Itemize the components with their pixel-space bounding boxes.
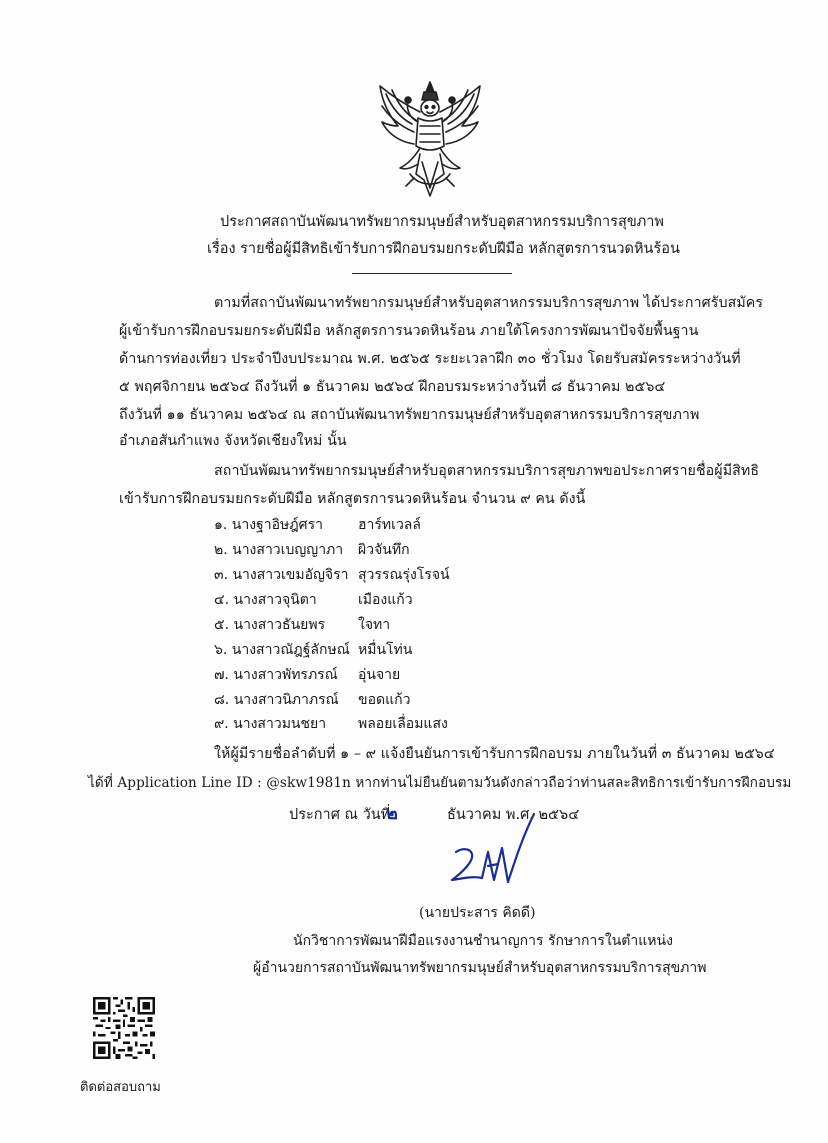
paragraph-line: ตามที่สถาบันพัฒนาทรัพยากรมนุษย์สำหรับอุตสาหกรรมบริการสุขภาพ ได้ประกาศรับสมัคร bbox=[214, 295, 764, 311]
paragraph-line: ให้ผู้มีรายชื่อลำดับที่ ๑ – ๙ แจ้งยืนยันการเข้ารับการฝึกอบรม ภายในวันที่ ๓ ธันวาคม ๒๕๖๔ bbox=[214, 746, 775, 762]
garuda-emblem-icon bbox=[370, 78, 490, 203]
announcement-date-suffix: ธันวาคม พ.ศ. ๒๕๖๔ bbox=[447, 807, 580, 823]
paragraph-line: อำเภอสันกำแพง จังหวัดเชียงใหม่ นั้น bbox=[119, 433, 347, 449]
list-item-given-name: ๓. นางสาวเขมอัญจิรา bbox=[214, 567, 349, 583]
announcement-subject: เรื่อง รายชื่อผู้มีสิทธิเข้ารับการฝึกอบรมยกระดับฝีมือ หลักสูตรการนวดหินร้อน bbox=[207, 241, 680, 257]
list-item-surname: ขอดแก้ว bbox=[358, 692, 411, 708]
list-item-surname: ผิวจันทึก bbox=[358, 542, 410, 558]
list-item-given-name: ๔. นางสาวจุนิตา bbox=[214, 592, 317, 608]
list-item-surname: เมืองแก้ว bbox=[358, 592, 413, 608]
announcement-title: ประกาศสถาบันพัฒนาทรัพยากรมนุษย์สำหรับอุตสาหกรรมบริการสุขภาพ bbox=[220, 214, 664, 230]
list-item-surname: อุ่นจาย bbox=[358, 667, 401, 683]
paragraph-line: ด้านการท่องเที่ยว ประจำปีงบประมาณ พ.ศ. ๒๕๖๕ ระยะเวลาฝึก ๓๐ ชั่วโมง โดยรับสมัครระหว่างวันที่ bbox=[119, 351, 741, 367]
qr-code-icon[interactable] bbox=[93, 997, 155, 1059]
list-item-given-name: ๑. นางฐาอิษฎ์ศรา bbox=[214, 517, 323, 533]
list-item-given-name: ๙. นางสาวมนชยา bbox=[214, 716, 327, 732]
list-item-given-name: ๘. นางสาวนิภาภรณ์ bbox=[214, 692, 339, 708]
announcement-date-day: ๒ bbox=[386, 803, 398, 824]
list-item-surname: พลอยเลื่อมแสง bbox=[358, 716, 448, 732]
paragraph-line: ถึงวันที่ ๑๑ ธันวาคม ๒๕๖๔ ณ สถาบันพัฒนาทรัพยากรมนุษย์สำหรับอุตสาหกรรมบริการสุขภาพ bbox=[119, 407, 700, 423]
list-item-surname: ฮาร์ทเวลล์ bbox=[358, 517, 421, 533]
divider bbox=[352, 273, 512, 274]
signatory-position: นักวิชาการพัฒนาฝีมือแรงงานชำนาญการ รักษาการในตำแหน่ง bbox=[293, 933, 673, 949]
list-item-given-name: ๖. นางสาวณัฎฐ์ลักษณ์ bbox=[214, 642, 350, 658]
signatory-position: ผู้อำนวยการสถาบันพัฒนาทรัพยากรมนุษย์สำหรับอุตสาหกรรมบริการสุขภาพ bbox=[253, 960, 707, 976]
qr-contact-label: ติดต่อสอบถาม bbox=[80, 1080, 161, 1095]
paragraph-line: เข้ารับการฝึกอบรมยกระดับฝีมือ หลักสูตรการนวดหินร้อน จำนวน ๙ คน ดังนี้ bbox=[119, 491, 586, 507]
signature-icon bbox=[438, 808, 548, 893]
list-item-given-name: ๗. นางสาวพัทรภรณ์ bbox=[214, 667, 338, 683]
paragraph-line: ๕ พฤศจิกายน ๒๕๖๔ ถึงวันที่ ๑ ธันวาคม ๒๕๖๔ ฝึกอบรมระหว่างวันที่ ๘ ธันวาคม ๒๕๖๔ bbox=[119, 379, 666, 395]
list-item-given-name: ๕. นางสาวธันยพร bbox=[214, 617, 326, 633]
paragraph-line: ได้ที่ Application Line ID : @skw1981n หากท่านไม่ยืนยันตามวันดังกล่าวถือว่าท่านสละสิทธิการเข้ารับการฝึกอบรม bbox=[88, 775, 792, 791]
list-item-surname: หมื่นโท่น bbox=[358, 642, 413, 658]
list-item-surname: สุวรรณรุ่งโรจน์ bbox=[358, 567, 450, 583]
list-item-given-name: ๒. นางสาวเบญญาภา bbox=[214, 542, 344, 558]
paragraph-line: สถาบันพัฒนาทรัพยากรมนุษย์สำหรับอุตสาหกรรมบริการสุขภาพขอประกาศรายชื่อผู้มีสิทธิ bbox=[214, 463, 760, 479]
announcement-date-prefix: ประกาศ ณ วันที่ bbox=[289, 807, 391, 823]
list-item-surname: ใจทา bbox=[358, 617, 391, 633]
signatory-name: (นายประสาร คิดดี) bbox=[419, 905, 536, 921]
paragraph-line: ผู้เข้ารับการฝึกอบรมยกระดับฝีมือ หลักสูตรการนวดหินร้อน ภายใต้โครงการพัฒนาปัจจัยพื้นฐาน bbox=[119, 323, 699, 339]
